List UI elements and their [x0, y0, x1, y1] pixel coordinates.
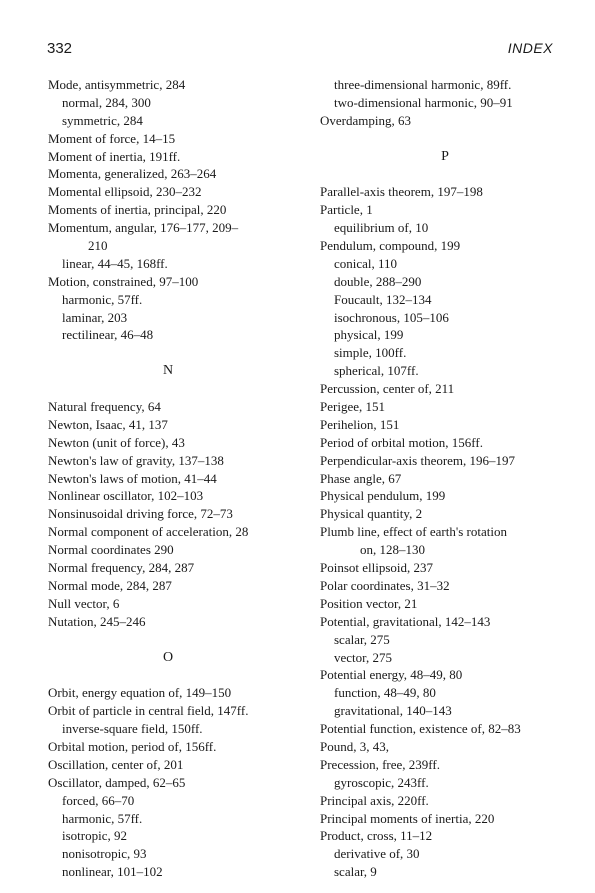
index-entry: Period of orbital motion, 156ff. [320, 434, 483, 450]
index-subentry: Foucault, 132–134 [334, 291, 432, 307]
index-entry: Perigee, 151 [320, 399, 385, 415]
index-entry: Momentum, angular, 176–177, 209– [48, 220, 239, 236]
index-entry: Normal coordinates 290 [48, 542, 174, 558]
index-entry: Moments of inertia, principal, 220 [48, 202, 227, 218]
index-entry: Motion, constrained, 97–100 [48, 273, 199, 289]
index-entry: Normal frequency, 284, 287 [48, 560, 195, 576]
index-entry: Poinsot ellipsoid, 237 [320, 560, 434, 576]
index-entry: Physical pendulum, 199 [320, 488, 446, 504]
index-subentry: two-dimensional harmonic, 90–91 [334, 94, 513, 110]
running-head: INDEX [507, 40, 553, 56]
index-entry: Pound, 3, 43, [320, 738, 389, 754]
index-column-right [320, 76, 570, 881]
index-subentry: harmonic, 57ff. [62, 291, 143, 307]
index-entry: Newton's laws of motion, 41–44 [48, 470, 217, 486]
index-entry: Orbit of particle in central field, 147ff. [48, 703, 249, 719]
index-entry: Nonlinear oscillator, 102–103 [48, 488, 204, 504]
index-entry: Orbital motion, period of, 156ff. [48, 738, 217, 754]
spacer [320, 165, 570, 183]
index-entry: Potential energy, 48–49, 80 [320, 667, 463, 683]
index-entry: Principal axis, 220ff. [320, 792, 429, 808]
index-entry: Perihelion, 151 [320, 416, 400, 432]
index-entry: Pendulum, compound, 199 [320, 238, 461, 254]
index-entry: Null vector, 6 [48, 595, 120, 611]
index-entry: Physical quantity, 2 [320, 506, 423, 522]
index-entry: Overdamping, 63 [320, 112, 411, 128]
index-subentry: normal, 284, 300 [62, 94, 151, 110]
index-subentry: laminar, 203 [62, 309, 128, 325]
index-entry: Potential function, existence of, 82–83 [320, 721, 521, 737]
index-subentry: equilibrium of, 10 [334, 220, 429, 236]
index-entry: Orbit, energy equation of, 149–150 [48, 685, 232, 701]
index-entry: Mode, antisymmetric, 284 [48, 77, 186, 92]
index-entry: Nutation, 245–246 [48, 613, 146, 629]
index-entry: Percussion, center of, 211 [320, 381, 455, 397]
index-subentry: vector, 275 [334, 649, 392, 665]
index-subentry: spherical, 107ff. [334, 363, 419, 379]
index-entry: Newton's law of gravity, 137–138 [48, 452, 224, 468]
index-subentry: symmetric, 284 [62, 112, 143, 128]
index-entry: Nonsinusoidal driving force, 72–73 [48, 506, 233, 522]
index-entry: Polar coordinates, 31–32 [320, 577, 450, 593]
index-subentry: three-dimensional harmonic, 89ff. [334, 77, 512, 92]
index-entry: Newton (unit of force), 43 [48, 434, 185, 450]
index-subentry: function, 48–49, 80 [334, 685, 436, 701]
section-letter-heading: N [162, 363, 174, 379]
index-column-left [48, 76, 288, 881]
index-subentry: scalar, 275 [334, 631, 390, 647]
spacer [48, 631, 288, 649]
index-subentry: double, 288–290 [334, 273, 422, 289]
index-subentry: gravitational, 140–143 [334, 703, 452, 719]
index-entry: Oscillator, damped, 62–65 [48, 774, 186, 790]
index-entry: Phase angle, 67 [320, 470, 402, 486]
index-entry-continuation: 210 [88, 238, 108, 254]
index-entry-continuation: on, 128–130 [360, 542, 425, 558]
index-entry: Newton, Isaac, 41, 137 [48, 416, 168, 432]
index-entry: Moment of force, 14–15 [48, 130, 176, 146]
spacer [48, 344, 288, 362]
index-subentry: forced, 66–70 [62, 792, 135, 808]
section-letter-heading: P [441, 148, 449, 164]
index-subentry: simple, 100ff. [334, 345, 407, 361]
section-letter-heading: O [162, 649, 174, 665]
index-subentry: linear, 44–45, 168ff. [62, 255, 168, 271]
index-entry: Normal mode, 284, 287 [48, 577, 172, 593]
index-entry: Principal moments of inertia, 220 [320, 810, 495, 826]
index-subentry: scalar, 9 [334, 864, 377, 880]
index-subentry: derivative of, 30 [334, 846, 420, 862]
spacer [320, 130, 570, 148]
index-entry: Particle, 1 [320, 202, 373, 218]
index-entry: Precession, free, 239ff. [320, 756, 440, 772]
index-entry: Parallel-axis theorem, 197–198 [320, 184, 483, 200]
index-subentry: conical, 110 [334, 255, 398, 271]
spacer [48, 666, 288, 684]
index-entry: Product, cross, 11–12 [320, 828, 433, 844]
index-entry: Oscillation, center of, 201 [48, 756, 184, 772]
index-subentry: inverse-square field, 150ff. [62, 721, 203, 737]
index-subentry: nonlinear, 101–102 [62, 864, 163, 880]
index-subentry: isotropic, 92 [62, 828, 127, 844]
index-subentry: physical, 199 [334, 327, 404, 343]
index-subentry: harmonic, 57ff. [62, 810, 143, 826]
index-entry: Potential, gravitational, 142–143 [320, 613, 491, 629]
index-entry: Natural frequency, 64 [48, 399, 161, 415]
index-subentry: isochronous, 105–106 [334, 309, 449, 325]
index-entry: Plumb line, effect of earth's rotation [320, 524, 507, 540]
index-subentry: rectilinear, 46–48 [62, 327, 154, 343]
index-subentry: nonisotropic, 93 [62, 846, 147, 862]
index-subentry: gyroscopic, 243ff. [334, 774, 429, 790]
index-entry: Moment of inertia, 191ff. [48, 148, 181, 164]
page-number: 332 [47, 40, 73, 57]
index-entry: Momenta, generalized, 263–264 [48, 166, 217, 182]
index-entry: Position vector, 21 [320, 595, 418, 611]
spacer [48, 380, 288, 398]
index-entry: Momental ellipsoid, 230–232 [48, 184, 202, 200]
index-entry: Normal component of acceleration, 28 [48, 524, 249, 540]
index-entry: Perpendicular-axis theorem, 196–197 [320, 452, 516, 468]
